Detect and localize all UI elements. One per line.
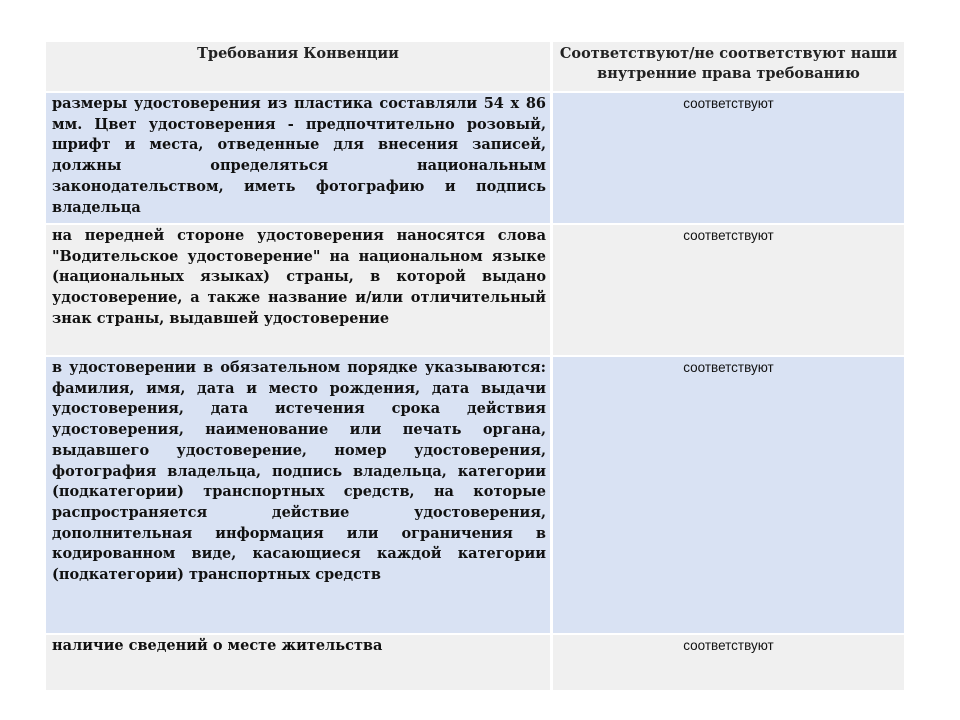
requirement-cell: на передней стороне удостоверения наносятся слова "Водительское удостоверение" на национальном языке (национальных языках) страны, в которой выдано удостоверение, а также название и/или отличительный знак страны, выдавшей удостоверение xyxy=(46,225,550,355)
table-row xyxy=(46,225,904,355)
table-row xyxy=(46,635,904,690)
table-header xyxy=(46,42,904,91)
status-cell: соответствуют xyxy=(553,357,904,633)
status-cell: соответствуют xyxy=(553,635,904,690)
table-row xyxy=(46,93,904,223)
comparison-table xyxy=(46,42,904,692)
header-requirements: Требования Конвенции xyxy=(46,42,550,91)
status-cell: соответствуют xyxy=(553,225,904,355)
header-compliance: Соответствуют/не соответствуют наши внутренние права требованию xyxy=(553,42,904,91)
status-cell: соответствуют xyxy=(553,93,904,223)
requirement-cell: в удостоверении в обязательном порядке указываются: фамилия, имя, дата и место рождения, дата выдачи удостоверения, дата истечения срока действия удостоверения, наименование или печать органа, выдавшего удостоверение, номер удостоверения, фотография владельца, подпись владельца, категории (подкатегории) транспортных средств, на которые распространяется действие удостоверения, дополнительная информация или ограничения в кодированном виде, касающиеся каждой категории (подкатегории) транспортных средств xyxy=(46,357,550,633)
table-row xyxy=(46,357,904,633)
requirement-cell: наличие сведений о месте жительства xyxy=(46,635,550,690)
requirement-cell: размеры удостоверения из пластика составляли 54 x 86 мм. Цвет удостоверения - предпочтительно розовый, шрифт и места, отведенные для внесения записей, должны определяться национальным законодательством, иметь фотографию и подпись владельца xyxy=(46,93,550,223)
